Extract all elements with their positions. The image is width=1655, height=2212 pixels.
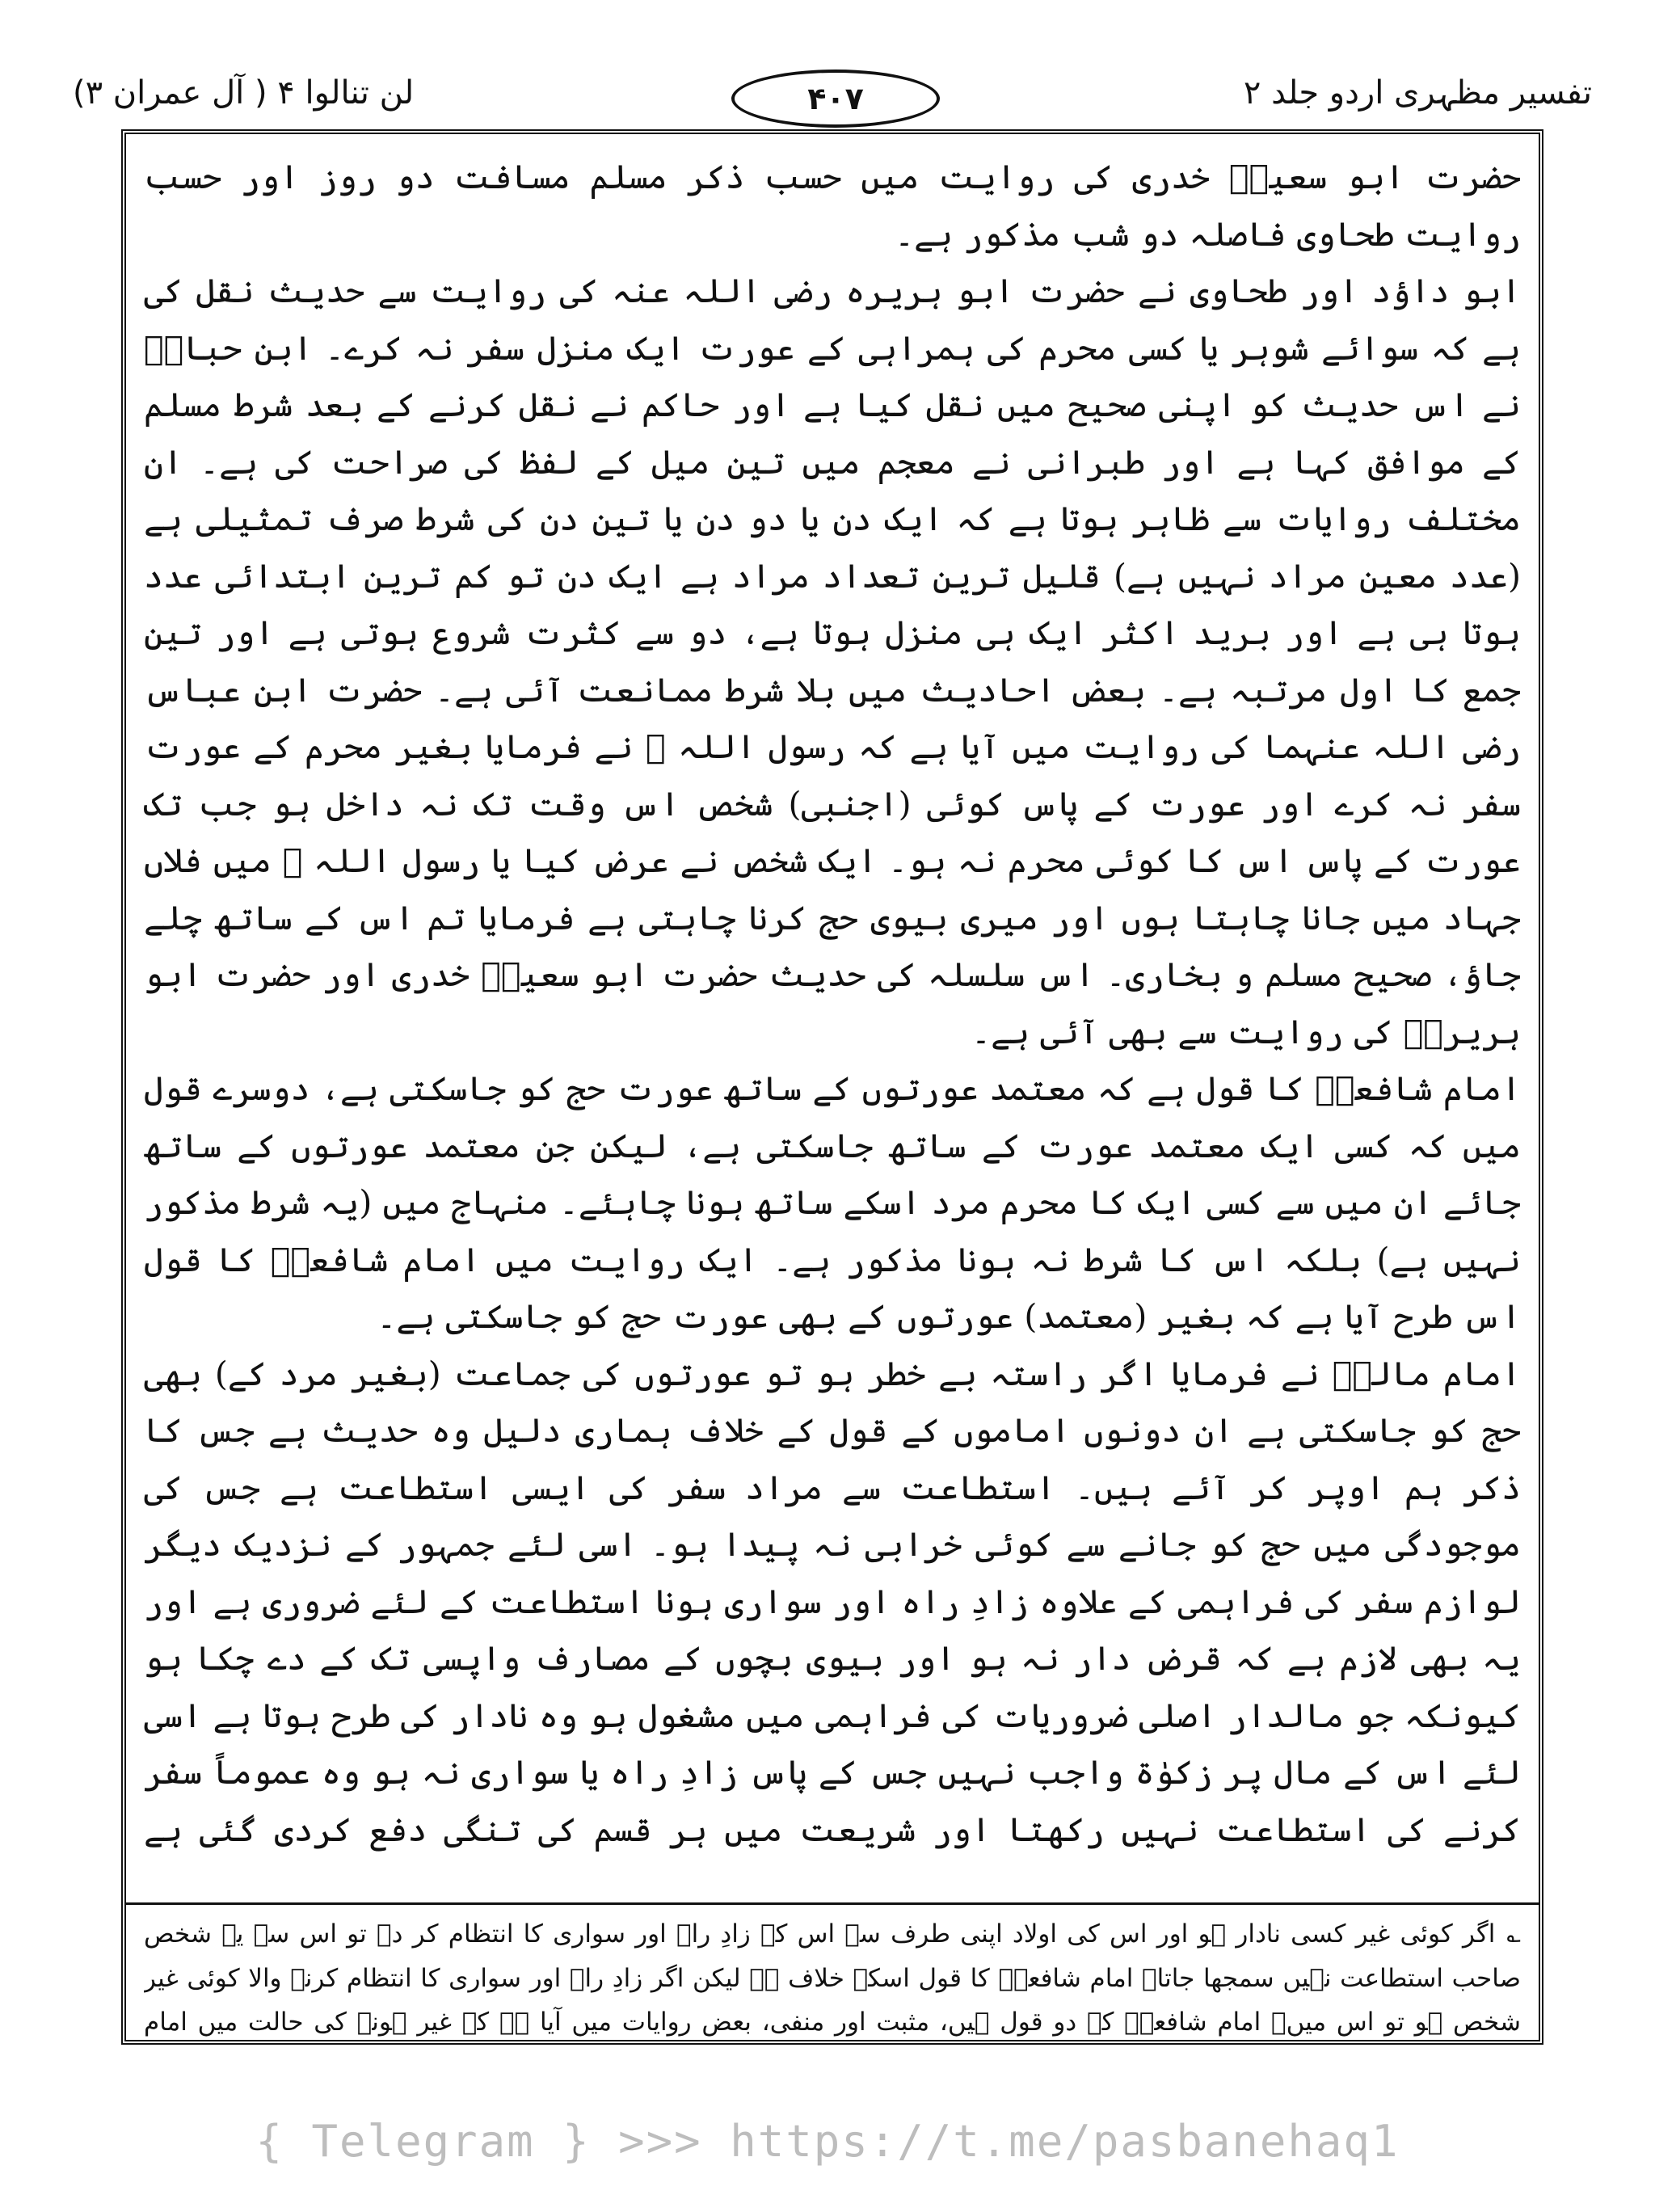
footnote — [144, 1912, 1521, 2041]
book-running-title: تفسیر مظہری اردو جلد ۲ — [1243, 74, 1592, 112]
page-number: ۴۰۷ — [731, 70, 940, 128]
main-text — [144, 149, 1521, 1862]
paragraph: امام شافعیؒ کا قول ہے کہ معتمد عورتوں کے ساتھ عورت حج کو جاسکتی ہے، دوسرے قول میں کہ کسی ایک معتمد عورت کے ساتھ جاسکتی ہے، لیکن جن معتمد عورتوں کے ساتھ جائے ان میں سے کسی ایک کا محرم مرد اسکے ساتھ ہونا چاہئے۔ منہاج میں (یہ شرط مذکور نہیں ہے) بلکہ اس کا شرط نہ ہونا مذکور ہے۔ ایک روایت میں امام شافعیؒ کا قول اس طرح آیا ہے کہ بغیر (معتمد) عورتوں کے بھی عورت حج کو جاسکتی ہے۔ — [144, 1069, 1521, 1336]
page-frame — [121, 129, 1543, 2045]
paragraph: امام مالکؒ نے فرمایا اگر راستہ بے خطر ہو تو عورتوں کی جماعت (بغیر مرد کے) بھی حج کو جاسکتی ہے ان دونوں اماموں کے قول کے خلاف ہماری دلیل وہ حدیث ہے جس کا ذکر ہم اوپر کر آئے ہیں۔ استطاعت سے مراد سفر کی ایسی استطاعت ہے جس کی موجودگی میں حج کو جانے سے کوئی خرابی نہ پیدا ہو۔ اسی لئے جمہور کے نزدیک دیگر لوازم سفر کی فراہمی کے علاوہ زادِ راہ اور سواری ہونا استطاعت کے لئے ضروری ہے اور یہ بھی لازم ہے کہ قرض دار نہ ہو اور بیوی بچوں کے مصارف واپسی تک کے دے چکا ہو کیونکہ جو مالدار اصلی ضروریات کی فراہمی میں مشغول ہو وہ نادار کی طرح ہوتا ہے اسی لئے اس کے مال پر زکوٰۃ واجب نہیں جس کے پاس زادِ راہ یا سواری نہ ہو وہ عموماً سفر کرنے کی استطاعت نہیں رکھتا اور شریعت میں ہر قسم کی تنگی دفع کردی گئی ہے — [144, 1354, 1521, 1849]
footnote-marker: ؎ — [1506, 1920, 1521, 1949]
footnote-divider — [126, 1902, 1539, 1905]
paragraph: ابو داؤد اور طحاوی نے حضرت ابو ہریرہ رضی اللہ عنہ کی روایت سے حدیث نقل کی ہے کہ سوائے شوہر یا کسی محرم کی ہمراہی کے عورت ایک منزل سفر نہ کرے۔ ابن حبانؒ نے اس حدیث کو اپنی صحیح میں نقل کیا ہے اور حاکم نے نقل کرنے کے بعد شرط مسلم کے موافق کہا ہے اور طبرانی نے معجم میں تین میل کے لفظ کی صراحت کی ہے۔ ان مختلف روایات سے ظاہر ہوتا ہے کہ ایک دن یا دو دن یا تین دن کی شرط صرف تمثیلی ہے (عدد معین مراد نہیں ہے) قلیل ترین تعداد مراد ہے ایک دن تو کم ترین ابتدائی عدد ہوتا ہی ہے اور برید اکثر ایک ہی منزل ہوتا ہے، دو سے کثرت شروع ہوتی ہے اور تین جمع کا اول مرتبہ ہے۔ بعض احادیث میں بلا شرط ممانعت آئی ہے۔ حضرت ابن عباس رضی اللہ عنہما کی روایت میں آیا ہے کہ رسول اللہ ﷺ نے فرمایا بغیر محرم کے عورت سفر نہ کرے اور عورت کے پاس کوئی (اجنبی) شخص اس وقت تک نہ داخل ہو جب تک عورت کے پاس اس کا کوئی محرم نہ ہو۔ ایک شخص نے عرض کیا یا رسول اللہ ﷺ میں فلاں جہاد میں جانا چاہتا ہوں اور میری بیوی حج کرنا چاہتی ہے فرمایا تم اس کے ساتھ چلے جاؤ، صحیح مسلم و بخاری۔ اس سلسلہ کی حدیث حضرت ابو سعیدؓ خدری اور حضرت ابو ہریرہؓ کی روایت سے بھی آئی ہے۔ — [144, 272, 1521, 1051]
page-header — [73, 74, 1592, 123]
paragraph: حضرت ابو سعیدؓ خدری کی روایت میں حسب ذکر مسلم مسافت دو روز اور حسب روایت طحاوی فاصلہ دو شب مذکور ہے۔ — [144, 158, 1521, 254]
footnote-text: اگر کوئی غیر کسی نادار ہو اور اس کی اولاد اپنی طرف سے اس کے زادِ راہ اور سواری کا انتظام کر دے تو اس سے یہ شخص صاحب استطاعت نہیں سمجھا جاتا۔ امام شافعیؒ کا قول اسکے خلاف ہے لیکن اگر زادِ راہ اور سواری کا انتظام کرنے والا کوئی غیر شخص ہو تو اس میں۔ امام شافعیؒ کے دو قول ہیں، مثبت اور منفی، بعض روایات میں آیا ہے کہ غیر ہونے کی حالت میں امام — [144, 1919, 1521, 2037]
surah-running-title: لن تنالوا ۴ ( آل عمران ۳) — [73, 74, 415, 112]
watermark-link: { Telegram } >>> https://t.me/pasbanehaq1 — [255, 2116, 1400, 2167]
